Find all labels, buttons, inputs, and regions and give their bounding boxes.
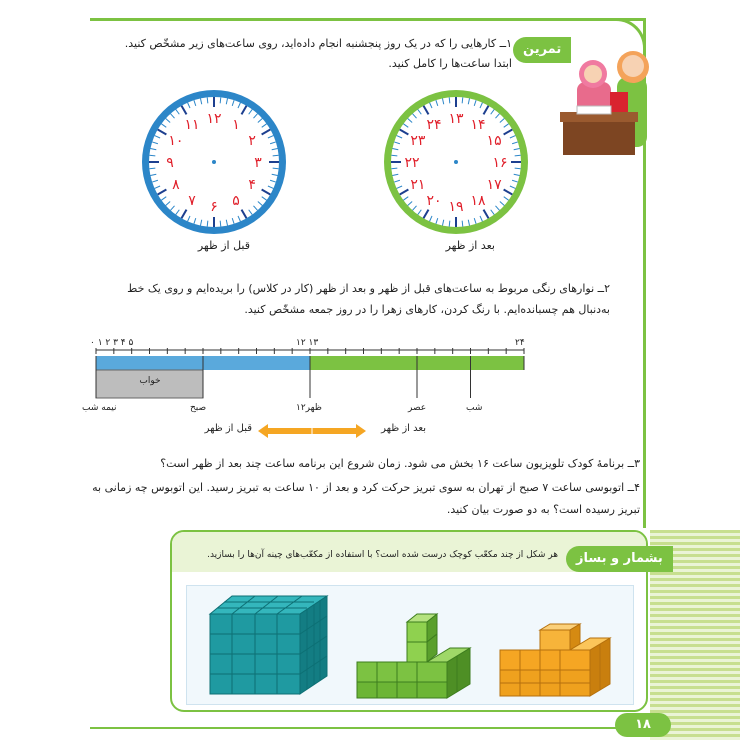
clock-right-number: ۱۵	[486, 133, 502, 149]
timeline-tick-mid: ۱۲ ۱۳	[296, 338, 319, 348]
question-4-line-1: ۴ــ اتوبوسی ساعت ۷ صبح از تهران به سوی تبریز حرکت کرد و بعد از ۱۰ ساعت به تبریز رسید. این اتوبوس چه زمانی به	[92, 481, 640, 494]
marker-midnight: نیمه شب	[82, 403, 117, 413]
clock-right-number: ۱۳	[448, 111, 464, 127]
question-4-line-2: تبریز رسیده است؟ به دو صورت بیان کنید.	[446, 503, 640, 516]
clock-left-tick	[273, 168, 279, 169]
clock-left-number: ۹	[166, 155, 174, 171]
question-1-line-2: ابتدا ساعت‌ها را کامل کنید.	[388, 57, 512, 70]
page-frame-bottom	[90, 727, 650, 729]
timeline-ticks-left: ۰ ۱ ۲ ۳ ۴ ۵	[90, 338, 134, 348]
clock-left-tick	[149, 168, 155, 169]
clock-right-tick	[449, 97, 450, 103]
clock-left-number: ۴	[248, 177, 256, 193]
timeline-tick-end: ۲۴	[515, 338, 525, 348]
question-3: ۳ــ برنامهٔ کودک تلویزیون ساعت ۱۶ بخش می شود. زمان شروع این برنامه ساعت چند بعد از ظهر است؟	[160, 457, 640, 470]
clock-right-number: ۲۲	[404, 155, 420, 171]
page-frame-top	[90, 18, 646, 21]
clock-left-number: ۳	[254, 155, 262, 171]
green-cube-shape	[352, 612, 477, 702]
before-noon-label: قبل از ظهر	[204, 423, 252, 434]
clock-right-tick	[462, 221, 463, 227]
question-2-line-2: به‌دنبال هم چسبانده‌ایم. با رنگ کردن، کارهای زهرا را در روز جمعه مشخّص کنید.	[244, 303, 610, 316]
clock-right-number: ۱۹	[448, 199, 464, 215]
clock-right-number: ۲۴	[426, 116, 442, 133]
clock-left-tick	[149, 155, 155, 156]
clock-left-center	[212, 160, 216, 164]
count-build-tab	[566, 546, 673, 572]
clock-after-noon	[380, 86, 532, 238]
clock-right-tick	[515, 168, 521, 169]
clock-right-number: ۲۰	[426, 193, 442, 210]
clock-left-tick	[207, 221, 208, 227]
after-noon-label: بعد از ظهر	[381, 423, 426, 434]
clock-right-tick	[391, 155, 397, 156]
clock-right-tick	[515, 155, 521, 156]
page-number: ۱۸	[615, 713, 671, 737]
orange-cube-shape	[495, 622, 615, 702]
clock-right-number: ۲۱	[410, 177, 426, 193]
clock-left-tick	[220, 97, 221, 103]
marker-afternoon: عصر	[408, 403, 427, 413]
count-build-tab-label: بشمار و بساز	[576, 551, 663, 566]
clock-right-number: ۱۷	[486, 177, 502, 193]
teal-cube-shape	[205, 592, 335, 702]
clock-left-caption: قبل از ظهر	[197, 239, 250, 252]
clock-right-tick	[449, 221, 450, 227]
clock-right-center	[454, 160, 458, 164]
question-1-line-1: ۱ــ کارهایی را که در یک روز پنجشنبه انجام داده‌اید، روی ساعت‌های زیر مشخّص کنید.	[124, 37, 512, 50]
question-2-line-1: ۲ــ نوارهای رنگی مربوط به ساعت‌های قبل از ظهر و بعد از ظهر (کار در کلاس) را بریده‌ایم و روی یک خط	[127, 282, 610, 295]
double-arrow-icon	[258, 424, 366, 438]
sleep-label: خواب	[139, 376, 161, 386]
girls-studying-illustration	[555, 22, 655, 157]
clock-left-tick	[220, 221, 221, 227]
clock-left-number: ۶	[210, 199, 218, 215]
exercise-tab-label: تمرین	[523, 42, 562, 57]
clock-right-tick	[462, 97, 463, 103]
clock-right-caption: بعد از ظهر	[445, 239, 495, 252]
clock-left-number: ۱	[232, 116, 240, 133]
clock-left-number: ۵	[232, 193, 240, 210]
clock-right-number: ۱۸	[470, 193, 486, 210]
clock-left-number: ۱۱	[184, 116, 200, 133]
clock-right-number: ۱۶	[492, 155, 508, 171]
clock-left-number: ۱۲	[206, 111, 222, 127]
marker-morning: صبح	[190, 403, 207, 413]
clock-left-number: ۷	[188, 193, 196, 210]
clock-right-number: ۱۴	[470, 116, 486, 133]
clock-left-tick	[207, 97, 208, 103]
clock-right-tick	[391, 168, 397, 169]
marker-night: شب	[466, 403, 483, 413]
clock-right-number: ۲۳	[410, 133, 426, 149]
clock-left-tick	[273, 155, 279, 156]
clock-left-number: ۱۰	[168, 133, 184, 149]
clock-left-number: ۸	[172, 177, 180, 193]
count-build-instruction: هر شکل از چند مکعّب کوچک درست شده است؟ با استفاده از مکعّب‌های چینه آن‌ها را بسازید.	[207, 550, 558, 560]
clock-left-number: ۲	[248, 133, 256, 149]
marker-noon: ۱۲ظهر	[296, 403, 322, 413]
clock-before-noon	[138, 86, 290, 238]
